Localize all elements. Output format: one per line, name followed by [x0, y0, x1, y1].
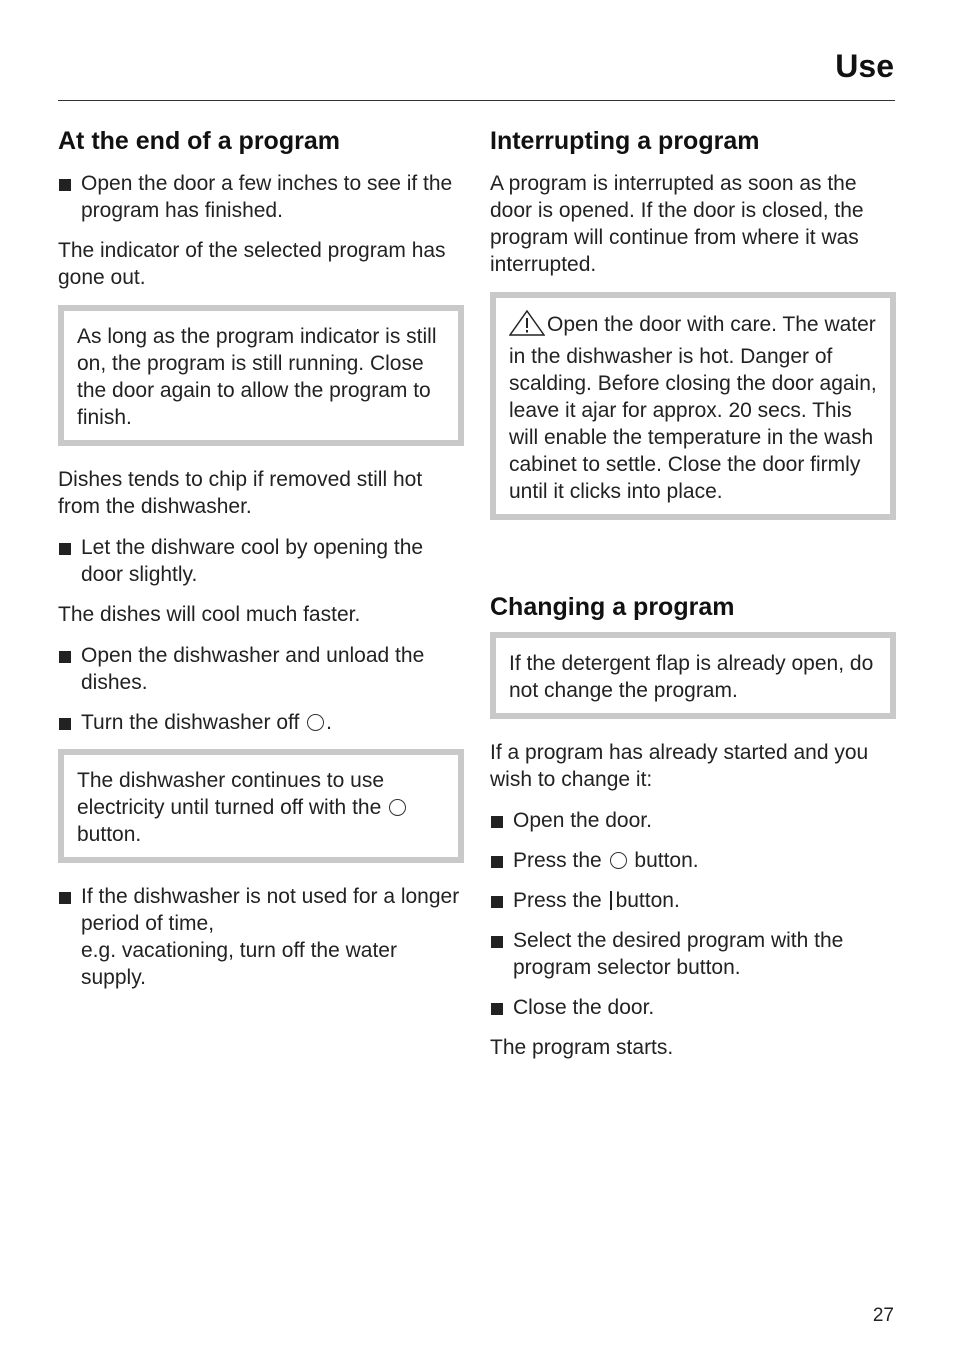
step-text: Select the desired program with the program selector button.: [513, 929, 844, 979]
right-column: [490, 124, 896, 1075]
warning-text: Open the door with care. The water in the dishwasher is hot. Danger of scalding. Before closing the door again, leave it ajar for approx. 20 secs. This will enable the temperature in the wash cabinet to settle. Close the door firmly until it clicks into place.: [509, 313, 877, 503]
square-bullet-icon: [491, 856, 503, 868]
power-on-icon: [610, 891, 612, 910]
power-off-icon: [389, 799, 406, 816]
note-detergent: [490, 632, 896, 719]
step-text: Open the door.: [513, 809, 652, 832]
bullet-text: Let the dishware cool by opening the door slightly.: [81, 536, 424, 586]
note-text: [77, 767, 445, 848]
step-text-end: button.: [615, 889, 680, 912]
square-bullet-icon: [491, 936, 503, 948]
step-open-door: [490, 807, 896, 834]
bullet-cool: [58, 534, 464, 588]
heading-end-of-program: At the end of a program: [58, 127, 340, 155]
square-bullet-icon: [491, 896, 503, 908]
program-starts-text: The program starts.: [490, 1036, 674, 1059]
step-press-on: [490, 887, 896, 914]
bullet-vacation: [58, 883, 464, 991]
square-bullet-icon: [491, 816, 503, 828]
step-text: Press the: [513, 889, 602, 912]
bullet-text-end: .: [326, 711, 332, 734]
power-off-icon: [307, 714, 324, 731]
change-intro: If a program has already started and you wish to change it:: [490, 741, 869, 791]
step-select-program: [490, 927, 896, 981]
page-title: Use: [835, 48, 894, 84]
step-text: Press the: [513, 849, 602, 872]
square-bullet-icon: [59, 718, 71, 730]
heading-interrupting: Interrupting a program: [490, 127, 760, 155]
note-text: As long as the program indicator is still on, the program is still running. Close the door again to allow the program to finish.: [77, 325, 437, 429]
title-rule: [58, 100, 895, 101]
note-text-end: button.: [77, 823, 142, 846]
bullet-unload: [58, 642, 464, 696]
step-close-door: [490, 994, 896, 1021]
bullet-open-door: [58, 170, 464, 224]
square-bullet-icon: [59, 651, 71, 663]
warning-triangle-icon: [509, 310, 545, 343]
bullet-text: If the dishwasher is not used for a longer period of time,: [81, 885, 460, 935]
step-press-off: [490, 847, 896, 874]
cool-faster-text: The dishes will cool much faster.: [58, 603, 361, 626]
note-text-start: The dishwasher continues to use electricity until turned off with the: [77, 769, 385, 819]
chip-text: Dishes tends to chip if removed still hot from the dishwasher.: [58, 468, 423, 518]
note-program-running: [58, 305, 464, 446]
square-bullet-icon: [491, 1003, 503, 1015]
square-bullet-icon: [59, 179, 71, 191]
bullet-turn-off: [58, 709, 464, 736]
bullet-text-continued: e.g. vacationing, turn off the water supply.: [81, 939, 397, 989]
square-bullet-icon: [59, 892, 71, 904]
bullet-text: Open the door a few inches to see if the program has finished.: [81, 172, 453, 222]
square-bullet-icon: [59, 543, 71, 555]
note-text: If the detergent flap is already open, do not change the program.: [509, 652, 874, 702]
power-off-icon: [610, 852, 627, 869]
bullet-text: Turn the dishwasher off: [81, 711, 300, 734]
page-number: 27: [872, 1305, 894, 1326]
warning-text-block: [509, 310, 877, 505]
left-column: [58, 124, 464, 1004]
step-text: Close the door.: [513, 996, 655, 1019]
step-text-end: button.: [634, 849, 699, 872]
note-electricity: [58, 749, 464, 863]
heading-changing: Changing a program: [490, 593, 735, 621]
bullet-text: Open the dishwasher and unload the dishes.: [81, 644, 425, 694]
indicator-text: The indicator of the selected program has gone out.: [58, 239, 446, 289]
warning-box: [490, 292, 896, 520]
interrupt-text: A program is interrupted as soon as the door is opened. If the door is closed, the program will continue from where it was interrupted.: [490, 172, 864, 276]
